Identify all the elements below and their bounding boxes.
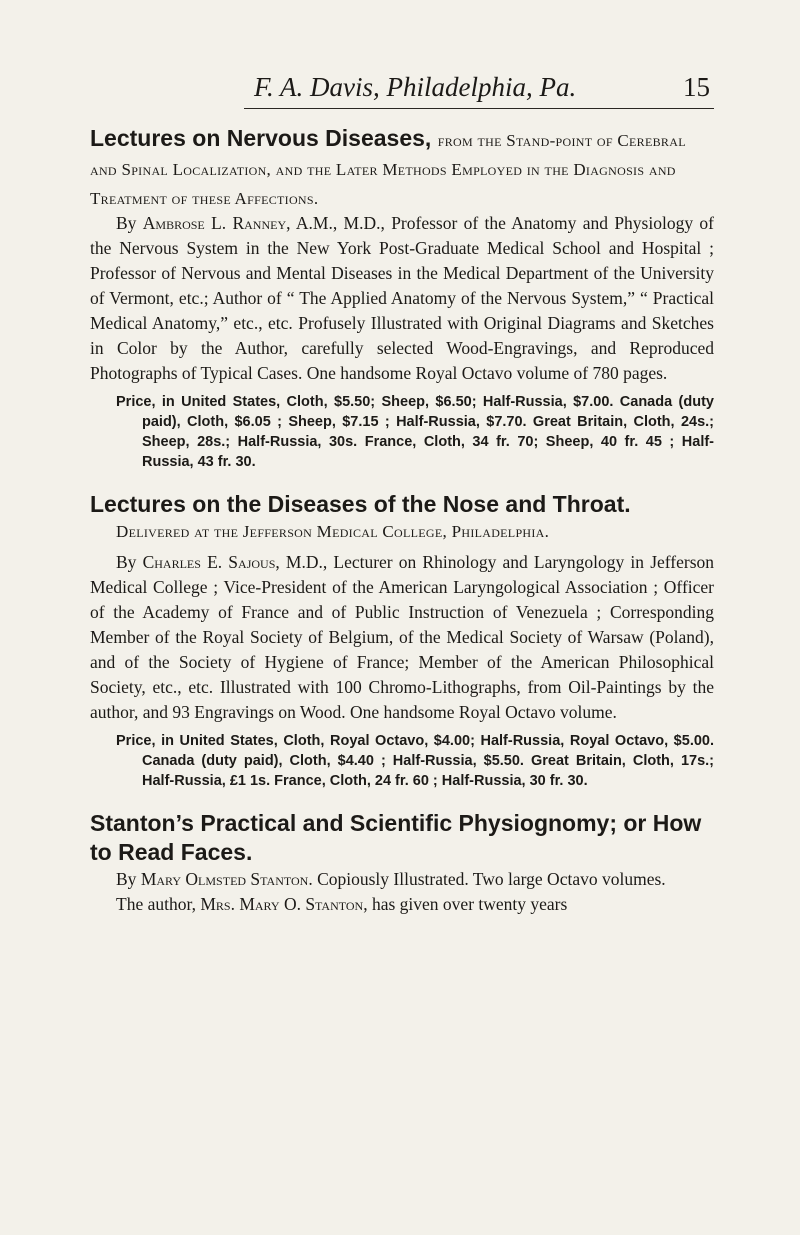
- entry-title: Lectures on the Diseases of the Nose and Throat.: [90, 491, 631, 517]
- book-entry-physiognomy: [90, 809, 714, 917]
- page-number: 15: [683, 72, 710, 102]
- entry-continuation: The author, Mrs. Mary O. Stanton, has given over twenty years: [116, 894, 568, 914]
- entry-title: Stanton’s Practical and Scientific Physiognomy; or How to Read Faces.: [90, 810, 702, 865]
- book-entry-nervous-diseases: [90, 124, 714, 472]
- entry-title: Lectures on Nervous Diseases, from the Stand-point of Cerebral and Spinal Localization, and the Later Methods Employed in the Diagnosis and Treatment of these Affections.: [90, 125, 686, 208]
- header-rule: [244, 108, 714, 109]
- page-content: [90, 124, 714, 935]
- entry-description: By Mary Olmsted Stanton. Copiously Illustrated. Two large Octavo volumes.: [116, 869, 666, 889]
- continuation-author: Mrs. Mary O. Stanton,: [200, 894, 368, 914]
- running-head: [244, 70, 714, 110]
- book-entry-nose-throat: [90, 490, 714, 791]
- entry-price: Price, in United States, Cloth, Royal Octavo, $4.00; Half-Russia, Royal Octavo, $5.00. Canada (duty paid), Cloth, $4.40 ; Half-Russia, $5.50. Great Britain, Cloth, 17s.; Half-Russia, £1 1s. France, Cloth, 24 fr. 60 ; Half-Russia, 30 fr. 30.: [116, 733, 714, 789]
- entry-author: Mary Olmsted Stanton.: [140, 869, 313, 889]
- entry-description: By Ambrose L. Ranney, A.M., M.D., Professor of the Anatomy and Physiology of the Nervous System in the New York Post-Graduate Medical School and Hospital ; Professor of Nervous and Mental Diseases in the Medical Department of the University of Vermont, etc.; Author of “ The Applied Anatomy of the Nervous System,” “ Practical Medical Anatomy,” etc., etc. Profusely Illustrated with Original Diagrams and Sketches in Color by the Author, carefully selected Wood-Engravings, and Reproduced Photographs of Typical Cases. One handsome Royal Octavo volume of 780 pages.: [90, 213, 714, 383]
- entry-subtitle: Delivered at the Jefferson Medical College, Philadelphia.: [116, 522, 550, 541]
- entry-author: Ambrose L. Ranney,: [142, 213, 291, 233]
- running-head-title: F. A. Davis, Philadelphia, Pa.: [254, 72, 577, 102]
- entry-description: By Charles E. Sajous, M.D., Lecturer on Rhinology and Laryngology in Jefferson Medical College ; Vice-President of the American Laryngological Association ; Officer of the Academy of France and of Public Instruction of Venezuela ; Corresponding Member of the Royal Society of Belgium, of the Medical Society of Warsaw (Poland), and of the Society of Hygiene of France; Member of the American Philosophical Society, etc., etc. Illustrated with 100 Chromo-Lithographs, from Oil-Paintings by the author, and 93 Engravings on Wood. One handsome Royal Octavo volume.: [90, 552, 715, 722]
- entry-subtitle: from the Stand-point of Cerebral and Spinal Localization, and the Later Methods Employed in the Diagnosis and Treatment of these Affections.: [90, 131, 686, 208]
- entry-author: Charles E. Sajous,: [142, 552, 280, 572]
- entry-price: Price, in United States, Cloth, $5.50; Sheep, $6.50; Half-Russia, $7.00. Canada (duty paid), Cloth, $6.05 ; Sheep, $7.15 ; Half-Russia, $7.70. Great Britain, Cloth, 24s.; Sheep, 28s.; Half-Russia, 30s. France, Cloth, 34 fr. 70; Sheep, 40 fr. 45 ; Half-Russia, 43 fr. 30.: [116, 394, 714, 470]
